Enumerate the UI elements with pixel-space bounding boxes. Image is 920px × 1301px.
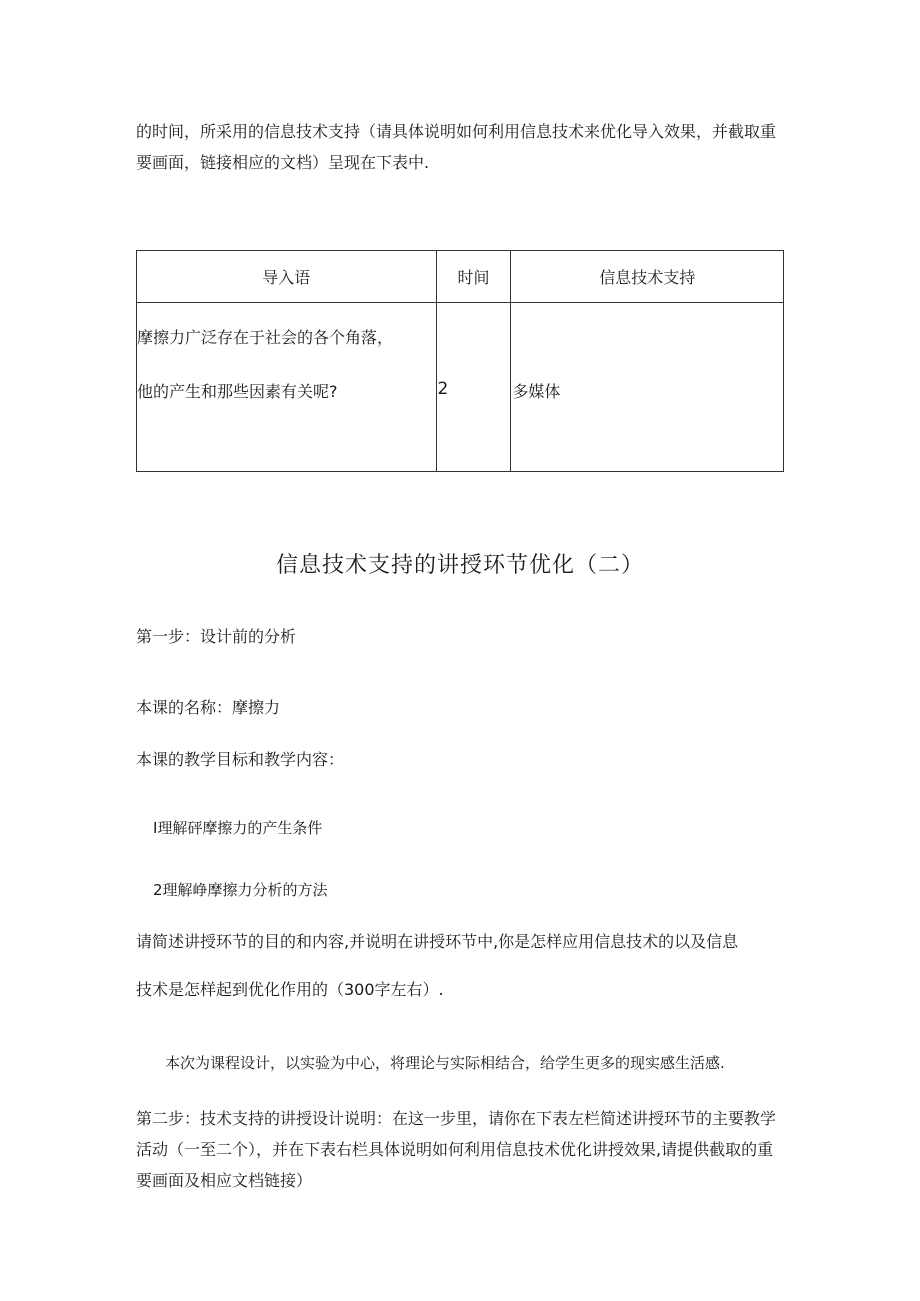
- goals-label: 本课的教学目标和教学内容：: [136, 750, 345, 769]
- cell-intro-language: [137, 303, 437, 472]
- table-header-row: [137, 251, 784, 303]
- question-line-2: 技术是怎样起到优化作用的（300字左右）.: [136, 980, 444, 999]
- header-it-support: 信息技术支持: [511, 251, 784, 303]
- intro-paragraph: 的时间，所采用的信息技术支持（请具体说明如何利用信息技术来优化导入效果，并截取重要画面，链接相应的文档）呈现在下表中.: [136, 122, 777, 172]
- step1-label: 第一步：设计前的分析: [136, 627, 297, 646]
- goal-item-1: I理解砰摩擦力的产生条件: [153, 819, 323, 837]
- goal-item-2: 2理解峥摩擦力分析的方法: [153, 881, 328, 899]
- intro-table: [136, 250, 784, 472]
- header-intro-language: 导入语: [137, 251, 437, 303]
- support-value: 多媒体: [512, 382, 561, 401]
- intro-line-1: 摩擦力广泛存在于社会的各个角落，: [137, 328, 394, 347]
- answer-text: 本次为课程设计，以实验为中心，将理论与实际相结合，给学生更多的现实感生活感.: [165, 1054, 725, 1072]
- cell-time: [436, 303, 511, 472]
- section-title: 信息技术支持的讲授环节优化（二）: [275, 553, 644, 578]
- course-name: 本课的名称：摩擦力: [136, 698, 281, 717]
- question-line-1: 请简述讲授环节的目的和内容,并说明在讲授环节中,你是怎样应用信息技术的以及信息: [136, 932, 739, 951]
- step2-paragraph: 第二步：技术支持的讲授设计说明：在这一步里，请你在下表左栏简述讲授环节的主要教学活动（一至二个），并在下表右栏具体说明如何利用信息技术优化讲授效果,请提供截取的重要画面及相应文档链接）: [136, 1109, 777, 1190]
- cell-it-support: [511, 303, 784, 472]
- header-time: 时间: [436, 251, 511, 303]
- table-row: [137, 303, 784, 472]
- intro-line-2: 他的产生和那些因素有关呢?: [137, 382, 338, 401]
- time-value: 2: [437, 379, 449, 399]
